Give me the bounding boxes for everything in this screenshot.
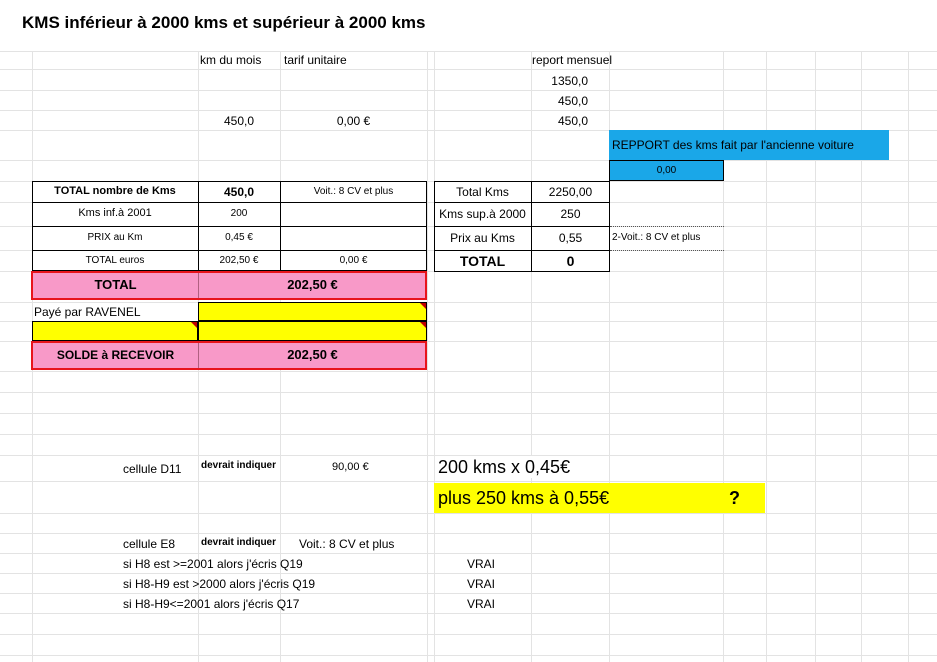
big-text-2[interactable]: plus 250 kms à 0,55€ [438, 488, 610, 508]
header-report-mensuel[interactable]: report mensuel [532, 53, 613, 67]
right-total-label[interactable]: TOTAL [459, 253, 506, 269]
total-euros-value[interactable]: 202,50 € [219, 255, 259, 266]
grid-line [0, 593, 937, 594]
grid-line [427, 0, 428, 662]
total-kms-value[interactable]: 2250,00 [548, 185, 593, 199]
condition-1[interactable]: si H8 est >=2001 alors j'écris Q19 [123, 557, 303, 571]
grid-line [0, 573, 937, 574]
page-title[interactable]: KMS inférieur à 2000 kms et supérieur à 2000 kms [22, 13, 426, 32]
grid-line [0, 533, 937, 534]
repport-label: REPPORT des kms fait par l'ancienne voiture [612, 138, 854, 152]
grid-line [0, 69, 937, 70]
grid-line [0, 513, 937, 514]
yellow-cell-right[interactable] [198, 321, 427, 341]
grid-line [0, 90, 937, 91]
table-divider [434, 202, 610, 203]
report-value[interactable]: 1350,0 [551, 74, 588, 88]
repport-value-cell[interactable]: 0,00 [609, 160, 724, 181]
devrait-indiquer-1[interactable]: devrait indiquer [201, 460, 277, 471]
solde-value[interactable]: 202,50 € [287, 347, 338, 362]
total-kms-label[interactable]: Total Kms [456, 185, 509, 199]
header-km-du-mois[interactable]: km du mois [200, 53, 262, 67]
report-value[interactable]: 450,0 [557, 114, 588, 128]
grid-line [0, 655, 937, 656]
voit2-label[interactable]: 2-Voit.: 8 CV et plus [612, 232, 701, 243]
kms-sup-value[interactable]: 250 [560, 207, 581, 221]
comment-indicator-icon [191, 322, 197, 328]
table-divider [434, 226, 610, 227]
grid-line [434, 0, 435, 662]
table-divider [32, 250, 427, 251]
header-tarif-unitaire[interactable]: tarif unitaire [284, 53, 347, 67]
condition-3[interactable]: si H8-H9<=2001 alors j'écris Q17 [123, 597, 300, 611]
table-divider [434, 250, 610, 251]
kms-inf-label[interactable]: Kms inf.à 2001 [78, 207, 152, 219]
vrai-3[interactable]: VRAI [467, 597, 496, 611]
prix-kms-value[interactable]: 0,55 [558, 231, 583, 245]
prix-value[interactable]: 0,45 € [225, 232, 253, 243]
grid-line [723, 0, 724, 662]
grid-line [908, 0, 909, 662]
tarif-unitaire-value[interactable]: 0,00 € [336, 114, 371, 128]
report-value[interactable]: 450,0 [557, 94, 588, 108]
table-divider [32, 226, 427, 227]
cellule-e8-label[interactable]: cellule E8 [123, 537, 176, 551]
yellow-cell-left[interactable] [32, 321, 198, 341]
vrai-1[interactable]: VRAI [467, 557, 496, 571]
grid-line [0, 302, 937, 303]
voit-label[interactable]: Voit.: 8 CV et plus [313, 186, 394, 197]
grid-line [0, 553, 937, 554]
prix-kms-label[interactable]: Prix au Kms [450, 231, 515, 245]
question-mark[interactable]: ? [729, 488, 740, 508]
grid-line [815, 0, 816, 662]
grid-line [0, 160, 937, 161]
cellule-d11-label[interactable]: cellule D11 [123, 462, 182, 476]
paye-input[interactable] [198, 302, 427, 321]
grid-line [0, 51, 937, 52]
prix-label[interactable]: PRIX au Km [87, 232, 143, 243]
big-text-1[interactable]: 200 kms x 0,45€ [438, 457, 571, 477]
dotted-border [610, 250, 724, 251]
repport-banner[interactable] [609, 130, 889, 160]
table-divider [32, 202, 427, 203]
total-euros-value-2[interactable]: 0,00 € [339, 255, 368, 266]
total-value[interactable]: 202,50 € [287, 277, 338, 292]
total-km-value[interactable]: 450,0 [223, 185, 255, 199]
vrai-2[interactable]: VRAI [467, 577, 496, 591]
grid-line [861, 0, 862, 662]
total-label[interactable]: TOTAL [94, 277, 137, 292]
total-km-label[interactable]: TOTAL nombre de Kms [54, 185, 176, 197]
grid-line [609, 0, 610, 662]
grid-line [0, 481, 937, 482]
grid-line [0, 110, 937, 111]
comment-indicator-icon [420, 303, 426, 309]
kms-sup-label[interactable]: Kms sup.à 2000 [439, 207, 526, 221]
paye-label[interactable]: Payé par RAVENEL [34, 305, 141, 319]
condition-2[interactable]: si H8-H9 est >2000 alors j'écris Q19 [123, 577, 316, 591]
total-euros-label[interactable]: TOTAL euros [85, 255, 145, 266]
km-du-mois-value[interactable]: 450,0 [223, 114, 255, 128]
grid-line [0, 434, 937, 435]
grid-line [0, 613, 937, 614]
d11-value[interactable]: 90,00 € [332, 461, 369, 473]
grid-line [0, 371, 937, 372]
grid-line [0, 392, 937, 393]
right-total-value[interactable]: 0 [566, 253, 575, 269]
e8-value[interactable]: Voit.: 8 CV et plus [299, 537, 395, 551]
kms-inf-value[interactable]: 200 [230, 208, 248, 219]
comment-indicator-icon [420, 322, 426, 328]
devrait-indiquer-2[interactable]: devrait indiquer [201, 537, 277, 548]
solde-label[interactable]: SOLDE à RECEVOIR [56, 348, 175, 362]
grid-line [766, 0, 767, 662]
grid-line [0, 413, 937, 414]
grid-line [0, 634, 937, 635]
dotted-border [610, 226, 724, 227]
